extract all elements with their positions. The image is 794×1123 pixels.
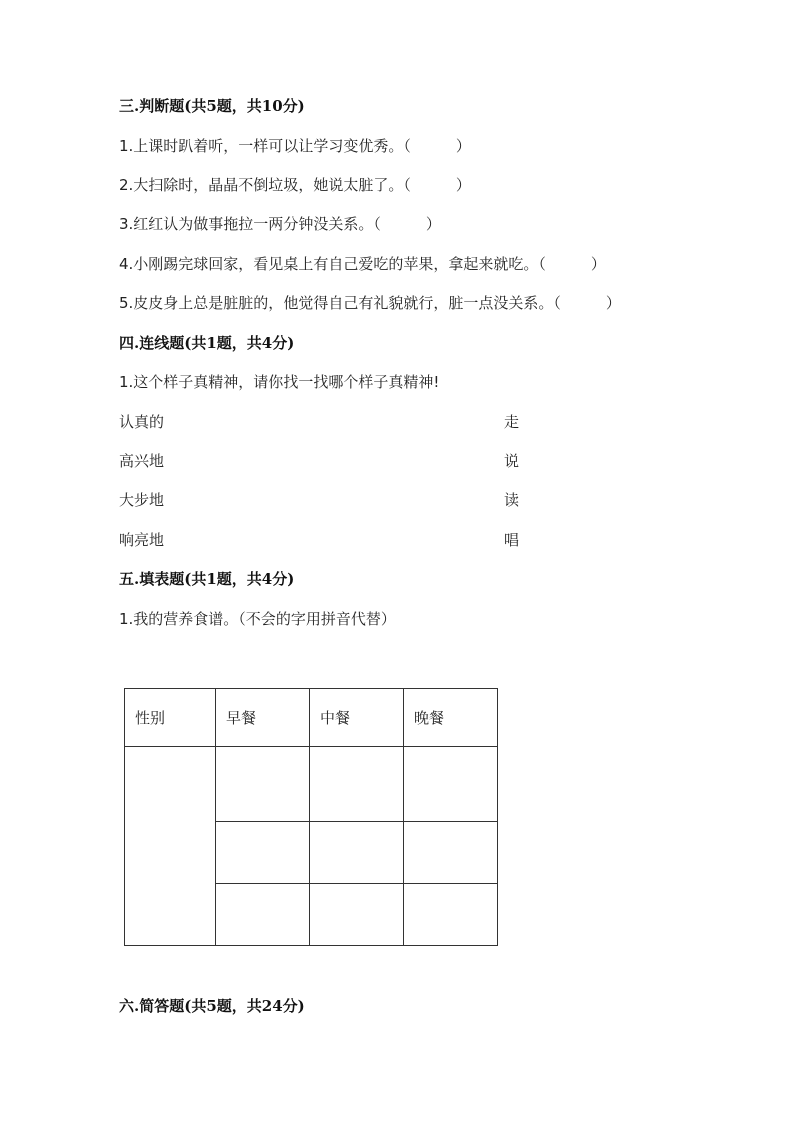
match-left-item: 响亮地: [119, 531, 165, 549]
match-right-item: 说: [504, 452, 520, 470]
lunch-cell[interactable]: [310, 822, 404, 884]
section-4-heading: 四.连线题(共1题，共4分): [119, 334, 295, 352]
dinner-cell[interactable]: [404, 747, 498, 822]
match-left-item: 大步地: [119, 491, 165, 509]
header-dinner: 晚餐: [404, 689, 498, 747]
breakfast-cell[interactable]: [216, 822, 310, 884]
header-breakfast: 早餐: [216, 689, 310, 747]
match-right-item: 唱: [504, 531, 520, 549]
matching-question: 1.这个样子真精神，请你找一找哪个样子真精神!: [119, 373, 440, 391]
match-right-item: 读: [504, 491, 520, 509]
section-6-heading: 六.简答题(共5题，共24分): [119, 997, 305, 1015]
match-right-item: 走: [504, 413, 520, 431]
breakfast-cell[interactable]: [216, 884, 310, 946]
match-left-item: 认真的: [119, 413, 165, 431]
dinner-cell[interactable]: [404, 884, 498, 946]
fill-table-question: 1.我的营养食谱。（不会的字用拼音代替）: [119, 610, 396, 628]
judgment-question-5: 5.皮皮身上总是脏脏的，他觉得自己有礼貌就行，脏一点没关系。（ ）: [119, 294, 621, 312]
dinner-cell[interactable]: [404, 822, 498, 884]
header-gender: 性别: [125, 689, 216, 747]
nutrition-menu-table: [124, 688, 498, 946]
match-left-item: 高兴地: [119, 452, 165, 470]
table-row: [125, 747, 498, 822]
judgment-question-3: 3.红红认为做事拖拉一两分钟没关系。（ ）: [119, 215, 441, 233]
judgment-question-4: 4.小刚踢完球回家，看见桌上有自己爱吃的苹果，拿起来就吃。（ ）: [119, 255, 606, 273]
table-header-row: [125, 689, 498, 747]
gender-cell[interactable]: [125, 747, 216, 946]
section-3-heading: 三.判断题(共5题，共10分): [119, 97, 305, 115]
section-5-heading: 五.填表题(共1题，共4分): [119, 570, 295, 588]
lunch-cell[interactable]: [310, 884, 404, 946]
judgment-question-2: 2.大扫除时，晶晶不倒垃圾，她说太脏了。（ ）: [119, 176, 471, 194]
lunch-cell[interactable]: [310, 747, 404, 822]
header-lunch: 中餐: [310, 689, 404, 747]
judgment-question-1: 1.上课时趴着听，一样可以让学习变优秀。（ ）: [119, 137, 471, 155]
breakfast-cell[interactable]: [216, 747, 310, 822]
